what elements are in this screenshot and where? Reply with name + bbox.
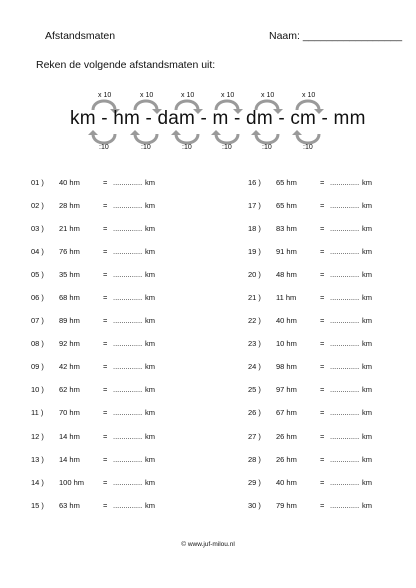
exercise-row	[248, 385, 416, 408]
equals-sign: =	[320, 362, 325, 372]
exercise-value: 62 hm	[59, 385, 80, 395]
exercise-column-left	[31, 178, 211, 524]
answer-unit: km	[362, 500, 372, 510]
answer-unit: km	[362, 270, 372, 280]
exercise-row	[31, 385, 211, 408]
answer-blank[interactable]: ..............	[330, 293, 360, 303]
answer-unit: km	[362, 431, 372, 441]
divide-arrow-head	[130, 130, 140, 135]
equals-sign: =	[103, 362, 108, 372]
exercise-row	[248, 270, 416, 293]
exercise-number: 23 )	[248, 339, 261, 349]
answer-unit: km	[362, 339, 372, 349]
answer-blank[interactable]: ..............	[330, 362, 360, 372]
answer-unit: km	[145, 500, 155, 510]
divide-arrow	[135, 134, 157, 143]
exercise-number: 29 )	[248, 477, 261, 487]
answer-blank[interactable]: ..............	[113, 270, 143, 280]
exercise-number: 13 )	[31, 454, 44, 464]
answer-unit: km	[145, 201, 155, 211]
equals-sign: =	[320, 477, 325, 487]
exercise-value: 14 hm	[59, 431, 80, 441]
answer-blank[interactable]: ..............	[113, 178, 143, 187]
divide-label: :10	[303, 144, 313, 151]
exercise-number: 05 )	[31, 270, 44, 280]
exercise-row	[31, 201, 211, 224]
answer-unit: km	[145, 385, 155, 395]
equals-sign: =	[103, 477, 108, 487]
exercise-row	[248, 408, 416, 431]
answer-unit: km	[362, 477, 372, 487]
exercise-number: 04 )	[31, 247, 44, 257]
exercise-value: 26 hm	[276, 454, 297, 464]
answer-blank[interactable]: ..............	[330, 385, 360, 395]
answer-blank[interactable]: ..............	[113, 224, 143, 234]
answer-blank[interactable]: ..............	[330, 178, 360, 187]
exercise-row	[31, 270, 211, 293]
exercise-number: 30 )	[248, 500, 261, 510]
multiply-label: x 10	[221, 92, 235, 99]
equals-sign: =	[103, 339, 108, 349]
exercise-value: 92 hm	[59, 339, 80, 349]
equals-sign: =	[103, 293, 108, 303]
equals-sign: =	[103, 431, 108, 441]
exercise-value: 42 hm	[59, 362, 80, 372]
exercise-value: 40 hm	[276, 477, 297, 487]
equals-sign: =	[103, 385, 108, 395]
exercise-value: 98 hm	[276, 362, 297, 372]
equals-sign: =	[320, 316, 325, 326]
multiply-label: x 10	[181, 92, 195, 99]
equals-sign: =	[103, 454, 108, 464]
answer-unit: km	[145, 247, 155, 257]
multiply-label: x 10	[302, 92, 316, 99]
exercise-row	[31, 224, 211, 247]
equals-sign: =	[103, 178, 108, 187]
exercise-row	[31, 316, 211, 339]
exercise-number: 17 )	[248, 201, 261, 211]
exercise-value: 10 hm	[276, 339, 297, 349]
exercise-row	[248, 178, 416, 201]
exercise-value: 91 hm	[276, 247, 297, 257]
divide-arrow-head	[171, 130, 181, 135]
exercise-number: 26 )	[248, 408, 261, 418]
answer-blank[interactable]: ..............	[113, 477, 143, 487]
exercise-row	[248, 201, 416, 224]
equals-sign: =	[320, 201, 325, 211]
answer-blank[interactable]: ..............	[330, 201, 360, 211]
exercise-number: 25 )	[248, 385, 261, 395]
divide-arrow-head	[211, 130, 221, 135]
exercise-value: 40 hm	[276, 316, 297, 326]
exercise-value: 67 hm	[276, 408, 297, 418]
divide-arrow	[256, 134, 278, 143]
answer-blank[interactable]: ..............	[330, 316, 360, 326]
exercise-value: 35 hm	[59, 270, 80, 280]
equals-sign: =	[320, 224, 325, 234]
equals-sign: =	[320, 454, 325, 464]
exercise-row	[31, 432, 211, 455]
divide-arrow-head	[292, 130, 302, 135]
exercise-row	[31, 408, 211, 431]
answer-unit: km	[362, 454, 372, 464]
exercise-number: 28 )	[248, 454, 261, 464]
equals-sign: =	[320, 500, 325, 510]
exercise-number: 01 )	[31, 178, 44, 187]
exercise-row	[248, 501, 416, 524]
equals-sign: =	[320, 431, 325, 441]
answer-blank[interactable]: ..............	[330, 224, 360, 234]
exercise-value: 26 hm	[276, 431, 297, 441]
divide-arrow	[176, 134, 198, 143]
equals-sign: =	[320, 270, 325, 280]
answer-blank[interactable]: ..............	[330, 454, 360, 464]
answer-unit: km	[145, 293, 155, 303]
exercise-value: 28 hm	[59, 201, 80, 211]
name-field-label: Naam: _________________	[269, 30, 403, 42]
answer-blank[interactable]: ..............	[330, 408, 360, 418]
divide-arrow	[93, 134, 115, 143]
answer-unit: km	[362, 201, 372, 211]
exercise-row	[31, 362, 211, 385]
equals-sign: =	[320, 293, 325, 303]
exercise-number: 15 )	[31, 500, 44, 510]
exercise-value: 68 hm	[59, 293, 80, 303]
exercise-number: 27 )	[248, 431, 261, 441]
equals-sign: =	[103, 201, 108, 211]
footer-credit: © www.juf-milou.nl	[181, 541, 235, 548]
answer-blank[interactable]: ..............	[330, 270, 360, 280]
equals-sign: =	[103, 224, 108, 234]
answer-blank[interactable]: ..............	[113, 247, 143, 257]
equals-sign: =	[103, 270, 108, 280]
exercise-number: 18 )	[248, 224, 261, 234]
equals-sign: =	[103, 500, 108, 510]
answer-blank[interactable]: ..............	[113, 431, 143, 441]
exercise-value: 79 hm	[276, 500, 297, 510]
exercise-row	[248, 455, 416, 478]
divide-arrow-head	[88, 130, 98, 135]
answer-blank[interactable]: ..............	[113, 362, 143, 372]
exercise-value: 63 hm	[59, 500, 80, 510]
answer-unit: km	[145, 408, 155, 418]
instruction-text: Reken de volgende afstandsmaten uit:	[36, 59, 216, 71]
answer-blank[interactable]: ..............	[113, 339, 143, 349]
equals-sign: =	[320, 339, 325, 349]
answer-unit: km	[362, 385, 372, 395]
answer-unit: km	[145, 339, 155, 349]
exercise-row	[248, 224, 416, 247]
answer-blank[interactable]: ..............	[113, 201, 143, 211]
equals-sign: =	[103, 316, 108, 326]
equals-sign: =	[103, 247, 108, 257]
exercise-row	[248, 432, 416, 455]
exercise-row	[31, 478, 211, 501]
answer-blank[interactable]: ..............	[330, 247, 360, 257]
exercise-number: 07 )	[31, 316, 44, 326]
exercise-number: 16 )	[248, 178, 261, 187]
exercise-value: 89 hm	[59, 316, 80, 326]
exercise-value: 40 hm	[59, 178, 80, 187]
answer-blank[interactable]: ..............	[113, 454, 143, 464]
answer-unit: km	[145, 454, 155, 464]
exercise-number: 22 )	[248, 316, 261, 326]
unit-conversion-diagram	[70, 92, 366, 154]
exercise-row	[248, 362, 416, 385]
exercise-row	[31, 339, 211, 362]
exercise-value: 65 hm	[276, 178, 297, 187]
exercise-number: 11 )	[31, 408, 44, 418]
exercise-number: 12 )	[31, 431, 44, 441]
exercise-value: 11 hm	[276, 293, 297, 303]
answer-blank[interactable]: ..............	[330, 477, 360, 487]
equals-sign: =	[320, 385, 325, 395]
answer-blank[interactable]: ..............	[113, 385, 143, 395]
divide-label: :10	[99, 144, 109, 151]
exercise-value: 97 hm	[276, 385, 297, 395]
multiply-label: x 10	[98, 92, 112, 99]
exercise-row	[248, 339, 416, 362]
divide-label: :10	[262, 144, 272, 151]
exercise-value: 21 hm	[59, 224, 80, 234]
answer-unit: km	[362, 362, 372, 372]
equals-sign: =	[320, 178, 325, 187]
exercise-row	[31, 455, 211, 478]
exercise-row	[248, 247, 416, 270]
answer-unit: km	[362, 408, 372, 418]
equals-sign: =	[320, 247, 325, 257]
multiply-label: x 10	[140, 92, 154, 99]
divide-arrow	[297, 134, 319, 143]
exercise-row	[31, 293, 211, 316]
exercise-number: 21 )	[248, 293, 261, 303]
unit-sequence: km - hm - dam - m - dm - cm - mm	[70, 108, 366, 129]
answer-blank[interactable]: ..............	[330, 431, 360, 441]
exercise-row	[248, 478, 416, 501]
exercise-number: 20 )	[248, 270, 261, 280]
answer-unit: km	[362, 293, 372, 303]
exercise-value: 48 hm	[276, 270, 297, 280]
answer-unit: km	[362, 316, 372, 326]
exercise-number: 10 )	[31, 385, 44, 395]
answer-blank[interactable]: ..............	[113, 316, 143, 326]
exercise-value: 76 hm	[59, 247, 80, 257]
answer-unit: km	[145, 431, 155, 441]
exercise-number: 03 )	[31, 224, 44, 234]
exercise-number: 02 )	[31, 201, 44, 211]
answer-unit: km	[145, 477, 155, 487]
exercise-row	[31, 501, 211, 524]
answer-unit: km	[145, 362, 155, 372]
exercise-number: 09 )	[31, 362, 44, 372]
answer-unit: km	[362, 247, 372, 257]
divide-arrow-head	[251, 130, 261, 135]
exercise-value: 65 hm	[276, 201, 297, 211]
answer-unit: km	[145, 316, 155, 326]
divide-label: :10	[141, 144, 151, 151]
answer-unit: km	[362, 224, 372, 234]
worksheet-title: Afstandsmaten	[45, 30, 116, 42]
answer-unit: km	[145, 270, 155, 280]
answer-blank[interactable]: ..............	[113, 408, 143, 418]
exercise-number: 08 )	[31, 339, 44, 349]
exercise-row	[248, 316, 416, 339]
multiply-label: x 10	[261, 92, 275, 99]
exercise-column-right	[248, 178, 416, 524]
answer-unit: km	[145, 224, 155, 234]
exercise-number: 19 )	[248, 247, 261, 257]
exercise-value: 70 hm	[59, 408, 80, 418]
answer-blank[interactable]: ..............	[113, 293, 143, 303]
divide-arrow	[216, 134, 238, 143]
exercise-number: 14 )	[31, 477, 44, 487]
exercise-number: 24 )	[248, 362, 261, 372]
answer-blank[interactable]: ..............	[113, 500, 143, 510]
answer-blank[interactable]: ..............	[330, 339, 360, 349]
exercise-row	[248, 293, 416, 316]
exercise-row	[31, 178, 211, 201]
equals-sign: =	[320, 408, 325, 418]
answer-unit: km	[362, 178, 372, 187]
exercise-value: 100 hm	[59, 477, 85, 487]
exercise-row	[31, 247, 211, 270]
divide-label: :10	[222, 144, 232, 151]
exercise-value: 14 hm	[59, 454, 80, 464]
answer-unit: km	[145, 178, 155, 187]
exercise-number: 06 )	[31, 293, 44, 303]
exercise-value: 83 hm	[276, 224, 297, 234]
answer-blank[interactable]: ..............	[330, 500, 360, 510]
equals-sign: =	[103, 408, 108, 418]
divide-label: :10	[182, 144, 192, 151]
